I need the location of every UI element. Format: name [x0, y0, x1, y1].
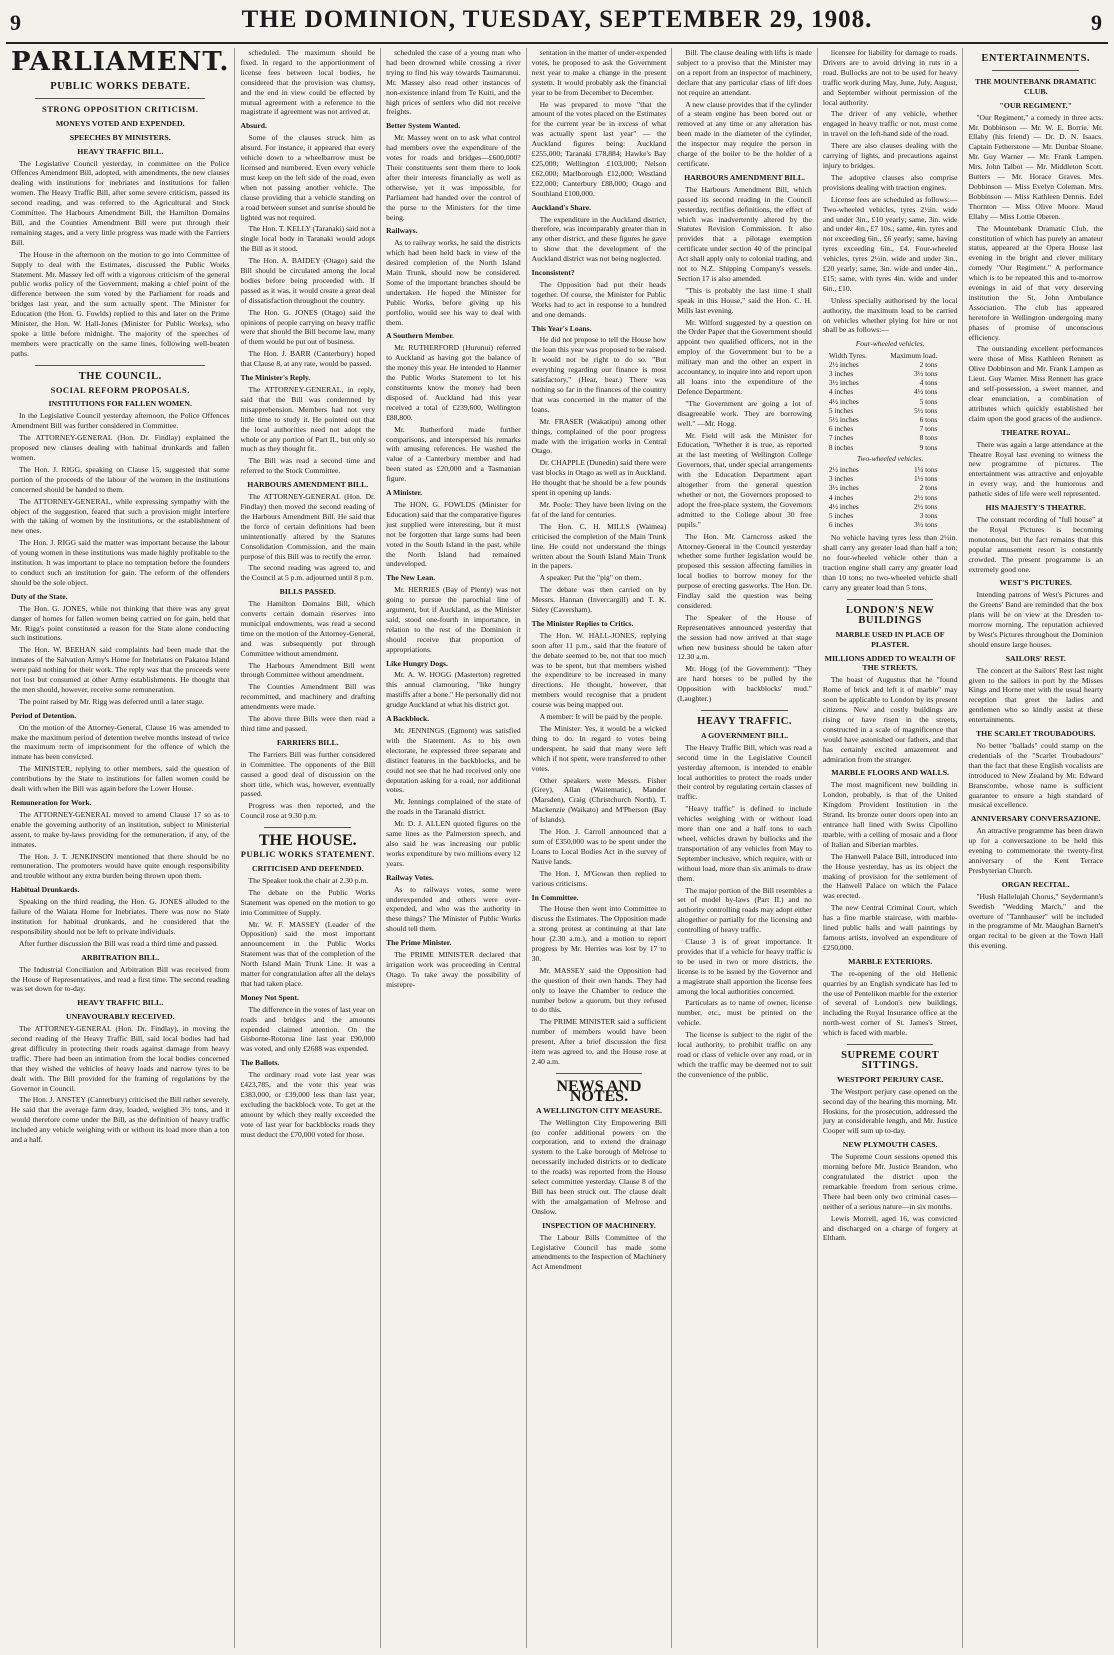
article-paragraph: The ordinary road vote last year was £423,785, and the vote this year was £383,000, or £39,000 less than last year, excluding the backblock vote. To get at the amount by which they really exceeded the vote of last year for backblocks roads they must deduct the £70,000 voted for those.	[240, 1070, 376, 1139]
table-cell: 2½ inches	[828, 465, 859, 475]
subheadline: THE SCARLET TROUBADOURS.	[975, 729, 1096, 739]
subheadline: THEATRE ROYAL.	[1001, 427, 1071, 437]
subheadline: A WELLINGTON CITY MEASURE.	[535, 1105, 662, 1115]
crosshead: Habitual Drunkards.	[11, 885, 80, 895]
article-paragraph: "Hush Hallelujah Chorus," Seydermann's Swedish "Wedding March," and the overture of "Tannhauser" will be included in the programme of Mr. Maughan Barnett's organ recital to be given at the Town Hall this evening.	[968, 891, 1104, 951]
subheadline: HARBOURS AMENDMENT BILL.	[684, 172, 806, 182]
article-paragraph: The Hon. G. JONES, while not thinking that there was any great danger of homes for fallen women being carried on for gain, held that Mr. Rigg's point constituted a reason for the State alone conducting such institutions.	[11, 603, 230, 643]
article-paragraph: Mr. Hogg (of the Government): "They are hard horses to be pulled by the Opposition with backblocks' mud." (Laughter.)	[677, 664, 812, 704]
article-paragraph: There was again a large attendance at the Theatre Royal last evening to witness the new programme of pictures. The entertainment was attractive and enjoyable in every way, and the humorous and pathetic sides of life were well represented.	[968, 439, 1104, 499]
subheadline: MILLIONS ADDED TO WEALTH OF THE STREETS.	[824, 653, 956, 673]
crosshead: A Minister.	[386, 488, 423, 498]
divider	[992, 70, 1079, 71]
article-paragraph: Some of the clauses struck him as absurd. For instance, it appeared that every vehicle down to a wheelbarrow must be licensed and numbered. Even every vehicle must keep on the left side of the road, even when not passing another vehicle. The clause providing that a vehicle standing on a road between sunset and sunrise should be lighted was not required.	[240, 133, 376, 222]
crosshead: The Minister's Reply.	[240, 373, 311, 383]
subheadline: CRITICISED AND DEFENDED.	[251, 863, 364, 873]
subheadline: HARBOURS AMENDMENT BILL.	[247, 480, 369, 490]
table-cell: 8 tons	[919, 433, 938, 443]
table-cell: 3½ inches	[828, 483, 859, 493]
article-paragraph: The Hon. A. BAIDEY (Otago) said the Bill should be circulated among the local bodies before being proceeded with. If passed as it was, it would create a great deal of dissatisfaction throughout the country.	[240, 256, 376, 305]
subheadline: ORGAN RECITAL.	[1001, 879, 1070, 889]
article-paragraph: Other speakers were Messrs. Fisher (Grey), Allan (Waitematic), Mander (Marsden), Craig (Christchurch North), T. Mackenzie (Waikato) and M'Pherson (Bay of Islands).	[531, 775, 667, 825]
article-paragraph: The Counties Amendment Bill was recommitted, and machinery and drafting amendments were made.	[240, 682, 376, 712]
article-paragraph: The ATTORNEY-GENERAL (Hon. Dr. Findlay), in moving the second reading of the Heavy Traffic Bill, said local bodies had had great difficulty in protecting their roads against damage from heavy traffic. There had been an intimation from the local bodies concerned that they wished the vehicles of heavy loads and narrow tyres to be dealt with. The Bill provided for the framing of regulations by the Governor in Council.	[11, 1024, 230, 1093]
article-paragraph: No better "ballads" could stamp on the credentials of the "Scarlet Troubadours" than the fact that these English vocalists are introduced to New Zealand by Mr. Edward Branscombe, whose name is sufficient guarantee to ensure a high standard of musical excellence.	[968, 741, 1104, 810]
divider	[35, 98, 205, 99]
crosshead: Like Hungry Dogs.	[386, 658, 448, 668]
article-paragraph: Lewis Morrell, aged 16, was convicted and discharged on a charge of forgery at Eltham.	[822, 1213, 958, 1243]
article-paragraph: The Heavy Traffic Bill, which was read a second time in the Legislative Council yesterday afternoon, is intended to enable local authorities to protect the roads under their control by regulating certain classes of traffic.	[677, 742, 812, 802]
article-paragraph: The Hon. Mr. Carncross asked the Attorney-General in the Council yesterday whether some further legislation would be proposed this session affecting families in local bodies to borrow money for the purpose of erecting gasworks. The Hon. Dr. Findlay said the question was being considered.	[677, 531, 812, 610]
article-paragraph: The HON. G. FOWLDS (Minister for Education) said that the comparative figures just supplied were interesting, but it must not be forgotten that large sums had been voted in the South Island in the past, while the North Island had remained undeveloped.	[386, 499, 521, 569]
article-paragraph: The Hon. T. KELLY (Taranaki) said not a single local body in Taranaki would adopt the Bill as it stood.	[240, 224, 376, 254]
article-paragraph: The expenditure in the Auckland district, therefore, was incomparably greater than in any other district, and these figures he gave to show that the development of the Auckland district was not being neglected.	[531, 214, 667, 264]
article-paragraph: The most magnificent new building in London, probably, is that of the United Kingdom Provident Institution in the Strand. Its bronze outer doors open into an entrance hall lined with Swiss Cipollino marble, with a ceiling of mosaic and a floor of Italian and Siberian marbles.	[822, 780, 958, 849]
table-header-row	[823, 351, 958, 360]
subheadline: HEAVY TRAFFIC BILL.	[77, 998, 164, 1008]
subheadline: INSTITUTIONS FOR FALLEN WOMEN.	[48, 399, 192, 409]
article-paragraph: License fees are scheduled as follows:—Two-wheeled vehicles, tyres 2½in. wide and under 3in., £10 yearly; same, 3in. wide and under 4in., £7 10s.; same, 4in. tyres and not exceeding 6in., £6 yearly; same, having tyres exceeding 6in., £4. Four-wheeled vehicles, tyres 2½in. wide and under 3in., £20 yearly; same, 3in. wide and under 4in., £15; same, with tyres 4in. wide and under 6in., £10.	[822, 194, 958, 293]
table-row	[823, 443, 958, 452]
article-paragraph: The Westport perjury case opened on the second day of the hearing this morning. Mr. Hoskins, for the prosecution, addressed the jury at considerable length, and Mr. Justice Cooper will sum up to-day.	[822, 1086, 958, 1136]
newspaper-title: THE DOMINION, TUESDAY, SEPTEMBER 29, 1908.	[241, 6, 873, 33]
article-paragraph: "The Government are going a lot of disagreeable work. They are borrowing well." —Mr. Hogg.	[677, 398, 812, 428]
divider	[264, 827, 351, 828]
divider	[701, 710, 788, 711]
article-paragraph: The Labour Bills Committee of the Legislative Council has made some amendments to the Inspection of Machinery Act Amendment	[531, 1232, 667, 1272]
table-cell: 4½ tons	[914, 387, 938, 397]
article-paragraph: Bill. The clause dealing with lifts is made subject to a proviso that the Minister may on a report from an inspector of machinery, declare that any particular class of lift does not require an attendant.	[677, 48, 812, 97]
article-paragraph: The Hamilton Domains Bill, which converts certain domain reserves into municipal endowments, was read a second time on the motion of the Attorney-General, and was subsequently put through Committee without amendment.	[240, 599, 376, 658]
crosshead: The Prime Minister.	[386, 938, 452, 948]
headline: HEAVY TRAFFIC.	[697, 716, 792, 727]
article-paragraph: Particulars as to name of owner, license number, etc., must be printed on the vehicle.	[677, 998, 812, 1028]
subheadline: UNFAVOURABLY RECEIVED.	[65, 1012, 175, 1022]
table-row	[823, 397, 958, 406]
article-paragraph: Mr. HERRIES (Bay of Plenty) was not going to pursue the parochial line of argument, but if Auckland, as the Minister said, stood one-fourth in importance, in relation to the rest of the Dominion it should receive that proportion of appropriations.	[386, 585, 521, 654]
crosshead: Remuneration for Work.	[11, 798, 92, 807]
article-paragraph: The PRIME MINISTER said a sufficient number of members would have been present. After a brief discussion the first item was agreed to, and the House rose at 2.40 a.m.	[531, 1017, 667, 1066]
headline: LONDON'S NEW BUILDINGS	[845, 604, 935, 626]
article-paragraph: The second reading was agreed to, and the Council at 5 p.m. adjourned until 8 p.m.	[240, 563, 376, 583]
article-paragraph: Dr. CHAPPLE (Dunedin) said there were vast blocks in Otago as well as in Auckland. He thought that he should be a few pounds spent in opening up lands.	[531, 458, 667, 498]
headline: PUBLIC WORKS DEBATE.	[50, 81, 191, 92]
article-paragraph: The House then went into Committee to discuss the Estimates. The Opposition made a strong protest at continuing at that late hour (2.30 a.m.), and a motion to report progress by Mr. Herries was lost by 17 to 30.	[531, 904, 667, 963]
subheadline: "OUR REGIMENT."	[999, 100, 1073, 110]
table-cell: 2½ inches	[828, 359, 859, 369]
article-paragraph: The major portion of the Bill resembles a set of model by-laws (Part II.) and no authority controlling roads may adopt either altogether or partially for the licensing and controlling of heavy traffic.	[677, 885, 812, 935]
table-row	[823, 415, 958, 424]
table-cell: 4½ inches	[828, 501, 859, 511]
table-row	[823, 465, 958, 474]
subheadline: FARRIERS BILL.	[276, 737, 339, 747]
article-paragraph: The Hon. J. ANSTEY (Canterbury) criticised the Bill rather severely. He said that the average farm dray, loaded, weighed 3½ tons, and it would therefore come under the Bill, as the definition of heavy traffic included any vehicle weighing with or without its load more than a ton and a half.	[11, 1095, 230, 1145]
article-paragraph: The Hon. J. Carroll announced that a sum of £350,000 was to be spent under the Loans to Local Bodies Act in the survey of Native lands.	[531, 827, 667, 866]
page-number-right: 9	[1091, 10, 1102, 35]
article-paragraph: The driver of any vehicle, whether engaged in heavy traffic or not, must come in travel on the left-hand side of the road.	[822, 109, 958, 139]
load-table-four-wheeled	[823, 339, 958, 529]
table-cell: 3½ tons	[914, 368, 938, 378]
table-row	[823, 433, 958, 442]
crosshead: A Backblock.	[386, 714, 430, 724]
article-paragraph: After further discussion the Bill was read a third time and passed.	[19, 938, 219, 948]
article-paragraph: The Hon. C. H. MILLS (Waimea) criticised the completion of the Main Trunk line. He could not understand the things written about the South Island Main Trunk in the papers.	[531, 521, 667, 571]
table-row	[823, 378, 958, 387]
article-paragraph: The concert at the Sailors' Rest last night given to the sailors in port by the Misses Kings and Horne met with the usual hearty reception that greet the ladies and gentlemen who so kindly assist at these entertainments.	[968, 665, 1104, 725]
article-paragraph: The adoptive clauses also comprise provisions dealing with traction engines.	[822, 172, 958, 192]
article-paragraph: As to railways votes, some were underexpended and others were over-expended, and who was the authority in these things? The Minister of Public Works should tell them.	[386, 884, 521, 934]
article-paragraph: The difference in the votes of last year on roads and bridges and the amounts expended claimed attention. On the Gisborne-Rotorua line last year £90,000 was voted, and only £2688 was expended.	[240, 1004, 376, 1054]
headline-news-and-notes: NEWS AND NOTES.	[556, 1077, 642, 1105]
article-paragraph: The Legislative Council yesterday, in committee on the Police Offences Amendment Bill, adopted, with amendments, the new clauses dealing with institutions for inebriates and institutions for fallen women. The Heavy Traffic Bill, after some severe criticism, passed its second reading, and was referred to the Agricultural and Stock Committee. The Harbours Amendment Bill, the Hamilton Domains Bill, and the Counties Amendment Bill were put through their remaining stages, and a very little progress was made with the Farriers Bill.	[11, 158, 230, 247]
crosshead: A Southern Member.	[386, 331, 454, 341]
crosshead: The New Lean.	[386, 573, 436, 583]
article-paragraph: The debate was then carried on by Messrs. Hannan (Invercargill) and T. K. Sidey (Caversham).	[531, 585, 667, 615]
article-paragraph: Mr. W. F. MASSEY (Leader of the Opposition) said the most important announcement in the Public Works Statement was that of the completion of the North Island Main Trunk Line. It was a matter for congratulation after all the delays that had taken place.	[240, 919, 376, 988]
table-row	[823, 369, 958, 378]
crosshead: Duty of the State.	[11, 591, 68, 601]
table-cell: 4½ inches	[828, 396, 859, 406]
table-cell: 7 inches	[828, 433, 854, 443]
table-cell: 2 tons	[919, 359, 938, 369]
divider	[556, 1073, 643, 1074]
article-paragraph: "This is probably the last time I shall speak in this House," said the Hon. C. H. Mills last evening.	[677, 285, 812, 315]
crosshead: Absurd.	[240, 121, 267, 131]
subheadline: HIS MAJESTY'S THEATRE.	[985, 503, 1086, 513]
article-paragraph: The re-opening of the old Hellenic quarries by an English syndicate has led to the use of Pentelikon marble for the exterior of several of London's new buildings, including the Royal Insurance office at the north-west corner of St. James's Street, which is faced with marble.	[822, 968, 958, 1038]
table-cell: 6 inches	[828, 520, 854, 530]
article-paragraph: Mr. Poole: They have been living on the fat of the land for centuries.	[531, 499, 667, 519]
masthead	[0, 0, 1114, 40]
article-paragraph: sentation in the matter of under-expended votes, he proposed to ask the Government next year to make a change in the present system. It would probably ask the financial year to be from December to December.	[531, 48, 667, 97]
article-paragraph: A new clause provides that if the cylinder of a steam engine has been bored out or removed at any time or any alteration has been made in the diameter of the cylinder, the inspector may require the person in charge of the boiler to be the holder of a certificate.	[677, 99, 812, 168]
article-paragraph: The Hon. J. BARR (Canterbury) hoped that Clause 8, at any rate, would be passed.	[240, 349, 376, 369]
table-cell: 4 inches	[828, 387, 854, 397]
subheadline: MONEYS VOTED AND EXPENDED.	[55, 118, 185, 128]
article-paragraph: The Supreme Court sessions opened this morning before Mr. Justice Brandon, who congratulated the district upon the remarkable freedom from serious crime. There had been only two criminal cases—neither of a serious nature—in six months.	[822, 1152, 958, 1211]
table-cell: 3½ inches	[828, 378, 859, 388]
crosshead: The Minister Replies to Critics.	[531, 618, 634, 628]
article-paragraph: He did not propose to tell the House how the loan this year was proposed to be raised. It would not be right to do so. "But everything regarding our finance is most satisfactory," (Hear, hear.) There was nothing so far in the finances of the country that was concerned in the matter of the loans.	[531, 335, 667, 414]
table-row	[823, 406, 958, 415]
table-row	[823, 360, 958, 369]
table-cell: 1½ tons	[914, 474, 938, 484]
crosshead: Period of Detention.	[11, 710, 77, 720]
headline: THE COUNCIL.	[78, 370, 162, 382]
subheadline: WEST'S PICTURES.	[999, 578, 1072, 588]
table-cell: 4 inches	[828, 492, 854, 502]
article-paragraph: The ATTORNEY-GENERAL moved to amend Clause 17 so as to enable the governing authority of an institution, subject to Ministerial assent, to make by-laws providing for the remuneration, if any, of the inmates.	[11, 809, 230, 849]
article-paragraph: Mr. MASSEY said the Opposition had the question of their own hands. They had only to leave the Chamber to reduce the number below a quorum, but they refused to do this.	[531, 965, 667, 1015]
crosshead: MARBLE EXTERIORS.	[848, 956, 933, 966]
article-paragraph: The ATTORNEY-GENERAL (Hon. Dr. Findlay) explained the proposed new clauses dealing with habitual drunkards and fallen women.	[11, 433, 230, 462]
article-paragraph: "Our Regiment," a comedy in three acts. Mr. Dobbinson — Mr. W. E. Borrie. Mr. Ellaby (his friend) — Dr. D. N. Isaacs. Captain Fetherstone — Mr. Dunbar Sloane. Mr. Guy Warner — Mr. Frank Lampen. Mrs. John Talbot — Mr. Middleton Scott. Butters — Mr. Horace Graves. Mrs. Dobbinson — Miss Evelyn Coleman. Mrs. Bobbinson — Miss Kathleen Dennis. Edel Thornton — Miss Olive Moore. Maud Ellaby — Miss Lottie Oberen.	[968, 112, 1104, 221]
article-paragraph: The Mountebank Dramatic Club, the constitution of which has purely an amateur status, appeared at the Opera House last evening in the bright and clever military comedy "Our Regiment." A performance which is to be repeated this and to-morrow evenings in aid of that very deserving institution the St. John Ambulance Association. The club has appeared heretofore in Wellington undergoing many phases of promise of unconscious efficiency.	[968, 223, 1104, 342]
headline: SUPREME COURT SITTINGS.	[841, 1050, 940, 1071]
section-title-parliament: PARLIAMENT.	[11, 47, 230, 77]
table-cell: 7 tons	[919, 424, 938, 434]
article-paragraph: Mr. RUTHERFORD (Hurunui) referred to Auckland as having got the balance of the money this year. He intended to Hanmer the Public Works Statement to let his constituents know the money had been disposed of. Auckland had this year received a total of £239,600, Wellington £88,800.	[386, 343, 521, 422]
table-cell: 5 inches	[828, 405, 854, 415]
article-paragraph: An attractive programme has been drawn up for a conversazione to be held this evening to commemorate the twenty-first anniversary of the Kent Terrace Presbyterian Church.	[968, 826, 1104, 875]
article-paragraph: The outstanding excellent performances were those of Miss Kathleen Rennett as Olive Dobbinson and Mr. Frank Lampen as Lieut. Guy Warner. Miss Rennett has grace and self-possession, a sweet manner, and clear enunciation, a combination of attributes which quickly established her claim upon the good graces of the audience.	[968, 344, 1104, 423]
subheadline: STRONG OPPOSITION CRITICISM.	[42, 103, 199, 114]
article-paragraph: The Opposition had put their heads together. Of course, the Minister for Public Works had to act in response to a hundred and one demands.	[531, 279, 667, 319]
subheadline: SOCIAL REFORM PROPOSALS.	[50, 384, 190, 395]
column-3	[381, 48, 527, 1648]
article-paragraph: Mr. Massey went on to ask what control had members over the expenditure of the votes for roads and bridges—£600,000? Their constituents sent them there to look after their interests financially as well as otherwise, yet it was impossible, for Parliament had handed over the control of the purse to the Ministers for the time being.	[386, 133, 521, 222]
article-paragraph: The Industrial Conciliation and Arbitration Bill was received from the House of Representatives, and read a first time. The second reading was set down for to-day.	[11, 964, 230, 994]
article-paragraph: He was prepared to move "that the amount of the votes placed on the Estimates for the current year be in excess of what was actually spent last year" — the Auckland figures being: Auckland £255,000; Taranaki £78,884; Hawke's Bay £25,000; Wellington £103,000; Nelson £62,000; Marlborough £12,000; Westland £22,000; Canterbury £88,000; Otago and Southland £100,000.	[531, 99, 667, 198]
table-cell: 5 tons	[919, 396, 938, 406]
article-paragraph: On the motion of the Attorney-General, Clause 16 was amended to make the maximum period of detention twelve months instead of twice the maximum term of imprisonment for the offence of which the inmate has been convicted.	[11, 722, 230, 762]
subheadline: SAILORS' REST.	[1005, 653, 1066, 663]
crosshead: Auckland's Share.	[531, 202, 592, 212]
column-1	[6, 48, 235, 1648]
table-cell: 5½ tons	[914, 405, 938, 415]
article-paragraph: Unless specially authorised by the local authority, the maximum load to be carried on vehicles whether plying for hire or not shall be as follows:—	[822, 295, 958, 335]
article-paragraph: The Hon. W. BEEHAN said complaints had been made that the inmates of the Salvation Army's Home for Inebriates on Pakatoa Island were paid nothing for their work. The reply was that the proceeds were not lost but consumed at other Army establishments. He thought that the men should, however, receive some remuneration.	[11, 645, 230, 694]
article-paragraph: In the Legislative Council yesterday afternoon, the Police Offences Amendment Bill was further considered in Committee.	[11, 411, 230, 431]
crosshead: Money Not Spent.	[240, 992, 299, 1002]
article-paragraph: The Hon. J. RIGG said the matter was important because the labour of young women in these institutions was made highly profitable to the institution. It was important to place no temptation before the founders to conduct such an institution for gain. The reform of the offenders should be the sole object.	[11, 538, 230, 587]
article-paragraph: Mr. JENNINGS (Egmont) was satisfied with the Statement. As to his own electorate, he expressed three separate and distinct features in the backblocks, and he could not see that he had received only one deputation asking for a road, nor additional votes.	[386, 726, 521, 795]
subheadline: ARBITRATION BILL.	[81, 952, 160, 962]
table-cell: 3 inches	[828, 474, 854, 484]
article-paragraph: Mr. Jennings complained of the state of the roads in the Taranaki district.	[386, 797, 521, 817]
table-header-cell: Width Tyres.	[828, 350, 867, 360]
table-header-cell: Maximum load.	[890, 350, 938, 360]
divider	[35, 365, 205, 366]
article-paragraph: The license is subject to the right of the local authority, to prohibit traffic on any road or class of vehicle over any road, or in which the traffic may be deemed not to suit the convenience of the public.	[677, 1030, 812, 1079]
article-paragraph: There are also clauses dealing with the carrying of lights, and precautions against injury to bridges.	[822, 141, 958, 170]
article-paragraph: The Harbours Amendment Bill, which passed its second reading in the Council yesterday, rectifies definitions, the effect of which was inadvertently altered by the Statutes Revision Commission. It also provides that a pilotage exemption certificate under section 40 of the principal Act shall apply only to colonial trading, and not to N.Z. Shipping Company's vessels. Section 17 is also amended.	[677, 184, 812, 283]
crosshead: MARBLE FLOORS AND WALLS.	[831, 768, 949, 778]
divider	[847, 599, 934, 600]
article-paragraph: The Minister: Yes, it would be a wicked thing to do. In regard to votes being underspent, he said that many were left which if not spent, were transferred to other votes.	[531, 724, 667, 773]
article-paragraph: The Speaker took the chair at 2.30 p.m.	[248, 875, 369, 885]
subheadline: THE MOUNTEBANK DRAMATIC CLUB.	[975, 76, 1097, 96]
article-paragraph: The above three Bills were then read a third time and passed.	[240, 714, 376, 733]
crosshead: In Committee.	[531, 892, 579, 902]
article-paragraph: The House in the afternoon on the motion to go into Committee of Supply to deal with the Estimates, discussed the Public Works Statement. Mr. Massey led off with a vigorous criticism of the general public works policy of the Government, making a chief point of the difference between the sum voted by the Parliament for roads and bridges last year, and the sum actually spent. The Minister for Education (the Hon. G. Fowlds) replied to this and later on the Prime Minister, the Hon. W. Hall-Jones (Minister for Public Works), who spoke a little before midnight. The majority of the speeches of members were practically on the same lines, following well-beaten paths.	[11, 249, 230, 358]
table-cell: 6 inches	[828, 424, 854, 434]
subheadline: SPEECHES BY MINISTERS.	[69, 132, 171, 142]
article-paragraph: A member: It will be paid by the people.	[539, 712, 663, 722]
article-paragraph: The new Central Criminal Court, which has a fine marble staircase, with marble-lined public halls and wall paintings by famous artists, involved an expenditure of £250,000.	[822, 903, 958, 952]
table-row	[823, 387, 958, 396]
headline-the-house: THE HOUSE.	[258, 832, 357, 850]
table-caption: Four-wheeled vehicles.	[855, 339, 925, 349]
article-paragraph: The debate on the Public Works Statement was opened on the motion to go into Committee of Supply.	[240, 887, 376, 917]
table-body	[823, 465, 958, 529]
masthead-rule	[6, 42, 1108, 44]
table-cell: 5½ inches	[828, 415, 859, 424]
column-6	[818, 48, 964, 1648]
table-cell: 5 inches	[828, 511, 854, 521]
table-body	[823, 360, 958, 452]
table-row	[823, 502, 958, 511]
table-row	[823, 474, 958, 483]
table-row	[823, 424, 958, 433]
article-paragraph: Progress was then reported, and the Council rose at 9.30 p.m.	[240, 801, 376, 821]
page-number-left: 9	[10, 10, 21, 35]
article-paragraph: No vehicle having tyres less than 2½in. shall carry any greater load than half a ton; no four-wheeled vehicle other than a traction engine shall carry any greater load than 10 tons; no two-wheeled vehicle shall carry any greater load than 5 tons.	[822, 533, 958, 592]
article-paragraph: The ATTORNEY-GENERAL, in reply, said that the Bill was condemned by misapprehension. Members had not very little time to study it. He pointed out that the local authorities need not adopt the whole or any portion of Part II., but only so much as they thought fit.	[240, 385, 376, 454]
subheadline: NEW PLYMOUTH CASES.	[842, 1140, 938, 1150]
article-paragraph: Mr. Field will ask the Minister for Education, "Whether it is true, as reported at the last meeting of Wellington College Governors, that, under special arrangements with the Education Department apart altogether from the general question whether or not, the Governors proposed to adopt the free-place system, the Governors admitted to the College about 30 free pupils."	[677, 430, 812, 529]
article-paragraph: scheduled. The maximum should be fixed. In regard to the apportionment of license fees between local bodies, he considered that the provision was clumsy, and the end in view could be effected by mutual agreement with a reference to the magistrate if agreement was not arrived at.	[240, 48, 376, 117]
article-paragraph: Mr. FRASER (Wakatipu) among other things, complained of the poor progress made with the irrigation works in Central Otago.	[531, 416, 667, 456]
article-paragraph: The Farriers Bill was further considered in Committee. The opponents of the Bill caused a good deal of discussion on the short title, which was, however, eventually passed.	[240, 749, 376, 799]
article-paragraph: The point raised by Mr. Rigg was deferred until a later stage.	[19, 696, 204, 706]
table-cell: 3½ tons	[914, 520, 938, 530]
article-paragraph: The Hon. W. HALL-JONES, replying soon after 11 p.m., said that the feature of the debate seemed to be, not that too much was to be spent, but that members wished the expenditure to be increased in many directions. He thought, however, that members would recognise that a prudent course was being mapped out.	[531, 630, 667, 710]
article-paragraph: The MINISTER, replying to other members, said the question of contributions by the State to institutions for fallen women could be dealt with when the Bill was again before the Lower House.	[11, 764, 230, 794]
column-7	[963, 48, 1108, 1648]
column-4	[527, 48, 673, 1648]
subheadline: A GOVERNMENT BILL.	[700, 730, 789, 740]
article-paragraph: The boast of Augustus that he "found Rome of brick and left it of marble" may soon be applicable to London by its present citizens. New and costly buildings are rising or have risen in the streets, constructed in a scale of magnificence that would have astonished our fathers, and that has certainly excited amazement and admiration from the stranger.	[822, 675, 958, 764]
article-paragraph: scheduled the case of a young man who had been drowned while crossing a river trying to find his way towards Taumarunui. Mr. Massey also read other instances of non-existence inland from Te Kuiti, and the high prices of settlers who did not receive freights.	[386, 48, 521, 117]
article-paragraph: A speaker: Put the "pig" on them.	[539, 573, 642, 583]
subheadline: PUBLIC WORKS STATEMENT.	[240, 849, 375, 860]
article-paragraph: The Bill was read a second time and referred to the Stock Committee.	[240, 456, 376, 476]
divider	[847, 1044, 934, 1045]
article-paragraph: The Hanwell Palace Bill, introduced into the House yesterday, has as its object the making of provision for the settlement of the Hanwell Palace on which the Palace was erected.	[822, 851, 958, 901]
table-cell: 2 tons	[919, 483, 938, 493]
table-row	[823, 520, 958, 529]
subheadline: ANNIVERSARY CONVERSAZIONE.	[970, 814, 1101, 824]
article-paragraph: The Hon. J. RIGG, speaking on Clause 15, suggested that some portion of the proceeds of the labour of the women in the institutions concerned should be handed to them.	[11, 464, 230, 494]
article-paragraph: The Harbours Amendment Bill went through Committee without amendment.	[240, 660, 376, 680]
article-paragraph: The Hon. G. JONES (Otago) said the opinions of people carrying on heavy traffic were that should the Bill become law, many of them would be put out of business.	[240, 307, 376, 347]
table-cell: 9 tons	[919, 442, 938, 452]
article-paragraph: The Hon. J. M'Gowan then replied to various criticisms.	[531, 868, 667, 888]
table-row	[823, 493, 958, 502]
crosshead: This Year's Loans.	[531, 323, 592, 333]
article-paragraph: The Speaker of the House of Representatives announced yesterday that the session had now arrived at that stage when new business should be taken after 12.30 a.m.	[677, 612, 812, 662]
table-row	[823, 483, 958, 492]
article-paragraph: Mr. A. W. HOGG (Masterton) regretted this annual clamouring, "like hungry mastiffs after a bone." He personally did not grudge Auckland at what his district got.	[386, 670, 521, 710]
article-paragraph: The constant recording of "full house" at the Royal Pictures is becoming monotonous, but the fact remains that this popular amusement resort is constantly crowded. The present programme is an extremely good one.	[968, 514, 1104, 574]
article-paragraph: The ATTORNEY-GENERAL (Hon. Dr. Findlay) then moved the second reading of the Harbours Amendment Bill. He said that the force of certain definitions had been unintentionally altered by the Statutes Consolidation Commission, and the main purpose of this Bill was to rectify the error.	[240, 492, 376, 561]
article-paragraph: Mr. Rutherford made further comparisons, and interspersed his remarks with amusing references. He washed the value of a Canterbury member and had been stated as £20,000 and a Tasmanian figure.	[386, 424, 521, 484]
article-paragraph: As to railway works, he said the districts which had been held back in view of the desired completion of the North Island Main Trunk, should now be considered. Some of the important branches should be undertaken. He hoped the Minister for Public Works, before giving up his portfolio, would see his way to deal with them.	[386, 238, 521, 327]
headline: ENTERTAINMENTS.	[981, 53, 1091, 64]
subheadline: HEAVY TRAFFIC BILL.	[77, 146, 164, 156]
table-cell: 2½ tons	[914, 492, 938, 502]
crosshead: Railway Votes.	[386, 872, 434, 882]
article-paragraph: The ATTORNEY-GENERAL, while expressing sympathy with the object of the suggestion, feared that such a provision might interfere with the taking of women by the institutions, or the establishment of new ones.	[11, 496, 230, 536]
table-cell: 3 inches	[828, 368, 854, 378]
subheadline: MARBLE USED IN PLACE OF PLASTER.	[835, 629, 945, 649]
article-paragraph: The Hon. J. T. JENKINSON mentioned that there should be no remuneration. The promoters would have quite enough responsibility and trouble without any extra burden being thrown upon them.	[11, 851, 230, 881]
article-paragraph: The PRIME MINISTER declared that irrigation work was proceeding in Central Otago. To take away the possibility of misrepre-	[386, 950, 521, 989]
table-cell: 6 tons	[919, 415, 938, 424]
crosshead: Railways.	[386, 226, 418, 236]
subheadline: INSPECTION OF MACHINERY.	[542, 1220, 656, 1230]
article-paragraph: Mr. D. J. ALLEN quoted figures on the same lines as the Palmerston speech, and also said he was increasing our public works expenditure by two millions every 12 years.	[386, 819, 521, 868]
subheadline: BILLS PASSED.	[279, 587, 336, 597]
article-paragraph: Speaking on the third reading, the Hon. G. JONES alluded to the failure of the Waiata Home for Inebriates. There was now no State institution for habitual drunkards, and he considered that the responsibility should not be left to private individuals.	[11, 897, 230, 936]
crosshead: Inconsistent?	[531, 268, 575, 278]
table-cell: 1¼ tons	[914, 465, 938, 475]
table-caption: Two-wheeled vehicles.	[856, 453, 924, 463]
table-row	[823, 511, 958, 520]
table-cell: 2½ tons	[914, 501, 938, 511]
table-cell: 4 tons	[919, 378, 938, 388]
article-paragraph: The Wellington City Empowering Bill (to confer additional powers on the corporation, and to extend the drainage system to the Lake borough of Melrose to necessarily included districts or to dedicate to the roads) was reported from the House select committee yesterday. Clause 8 of the Bill has been struck out. The clause dealt with the amalgamation of Melrose and Onslow.	[531, 1117, 667, 1216]
crosshead: The Ballots.	[240, 1058, 280, 1068]
column-2	[235, 48, 381, 1648]
article-paragraph: Intending patrons of West's Pictures and the Greens' Band are reminded that the box plans will be on view at the Dresden to-morrow morning. The reputation achieved by West's Pictures throughout the Dominion should ensure large houses.	[968, 590, 1104, 649]
crosshead: Better System Wanted.	[386, 121, 461, 131]
columns	[6, 48, 1108, 1648]
table-cell: 8 inches	[828, 442, 854, 452]
table-cell: 3 tons	[919, 511, 938, 521]
subheadline: WESTPORT PERJURY CASE.	[837, 1074, 944, 1084]
article-paragraph: Clause 3 is of great importance. It provides that if a vehicle for heavy traffic is to be used in two or more districts, the license is to be issued by the Governor and a magistrate shall apportion the license fees among the local authorities concerned.	[677, 937, 812, 996]
article-paragraph: "Heavy traffic" is defined to include vehicles weighing with or without load more than one and a half tons to each wheel, vehicles drawn by bullocks and the transportation of any vehicles from May to September inclusive, which require, with or without load, more than six animals to draw them.	[677, 804, 812, 883]
article-paragraph: licensee for liability for damage to roads. Drivers are to avoid driving in ruts in a road. Bullocks are not to be used for heavy traffic work during May, June, July, August, and September without permission of the local authority.	[822, 48, 958, 107]
column-5	[672, 48, 818, 1648]
article-paragraph: Mr. Wilford suggested by a question on the Order Paper that the Government should appoint two qualified officers, not in the employ of the Government but to be a military man and the other an expert in accountancy, to inquire into and report upon all loans into the expenditure of the Defence Department.	[677, 317, 812, 396]
